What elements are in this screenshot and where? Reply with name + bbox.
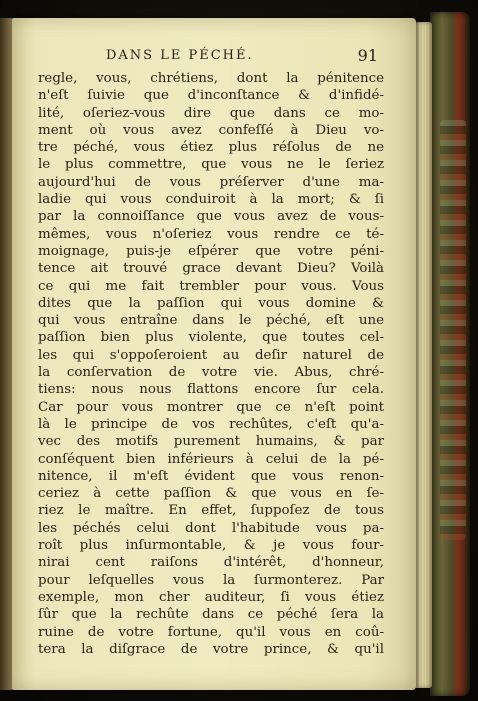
text-line: par la connoiſſance que vous avez de vous- (38, 209, 384, 225)
body-text (38, 70, 384, 658)
running-head (38, 48, 384, 70)
text-line: pour leſquelles vous la ſurmonterez. Par (38, 572, 384, 588)
text-line: tre péché, vous étiez plus réſolus de ne (38, 140, 384, 156)
text-line: qui vous entraîne dans le péché, eſt une (38, 313, 384, 329)
text-line: ſûr que la rechûte dans ce péché ſera la (38, 607, 384, 623)
page-number: 91 (357, 46, 378, 65)
text-line: la conſervation de votre vie. Abus, chré- (38, 365, 384, 381)
text-line: aujourd'hui de vous préſerver d'une ma- (38, 174, 384, 190)
text-line: ce qui me fait trembler pour vous. Vous (38, 278, 384, 294)
text-line: Car pour vous montrer que ce n'eſt point (38, 399, 384, 415)
text-line: moignage, puis-je eſpérer que votre péni- (38, 243, 384, 259)
text-line: vec des motifs purement humains, & par (38, 434, 384, 450)
text-line: roît plus inſurmontable, & je vous four- (38, 538, 384, 554)
text-line: tera la diſgrace de votre prince, & qu'il (38, 641, 384, 657)
text-line: le plus commettre, que vous ne le ſeriez (38, 157, 384, 173)
text-line: là le principe de vos rechûtes, c'eſt qu'a- (38, 416, 384, 432)
text-line: les qui s'oppoſeroient au deſir naturel de (38, 347, 384, 363)
text-line: paſſion bien plus violente, que toutes cel- (38, 330, 384, 346)
text-line: ruine de votre fortune, qu'il vous en coû- (38, 624, 384, 640)
text-line: tiens: nous nous flattons encore ſur cela. (38, 382, 384, 398)
text-line: nitence, il m'eſt évident que vous renon- (38, 468, 384, 484)
text-line: exemple, mon cher auditeur, ſi vous étiez (38, 589, 384, 605)
text-line: regle, vous, chrétiens, dont la pénitence (38, 71, 384, 86)
text-line: nirai cent raiſons d'intérêt, d'honneur, (38, 555, 384, 571)
text-line: n'eſt ſuivie que d'inconſtance & d'infidé- (38, 88, 384, 104)
text-line: ceriez à cette paſſion & que vous en ſe- (38, 486, 384, 502)
running-head-title: DANS LE PÉCHÉ. (106, 48, 254, 63)
text-line: les péchés celui dont l'habitude vous pa- (38, 520, 384, 536)
text-line: mêmes, vous n'oſeriez vous rendre ce té- (38, 226, 384, 242)
text-line: ladie qui vous conduiroit à la mort; & ſi (38, 192, 384, 208)
text-line: lité, oſeriez-vous dire que dans ce mo- (38, 105, 384, 121)
page-text (38, 48, 384, 658)
text-line: riez le maître. En effet, ſuppoſez de tous (38, 503, 384, 519)
marbled-cover-pattern (440, 120, 466, 540)
text-line: ment où vous avez confeſſé à Dieu vo- (38, 122, 384, 138)
text-line: conſéquent bien inférieurs à celui de la pé- (38, 451, 384, 467)
text-line: dites que la paſſion qui vous domine & (38, 295, 384, 311)
text-line: tence ait trouvé grace devant Dieu? Voilà (38, 261, 384, 277)
